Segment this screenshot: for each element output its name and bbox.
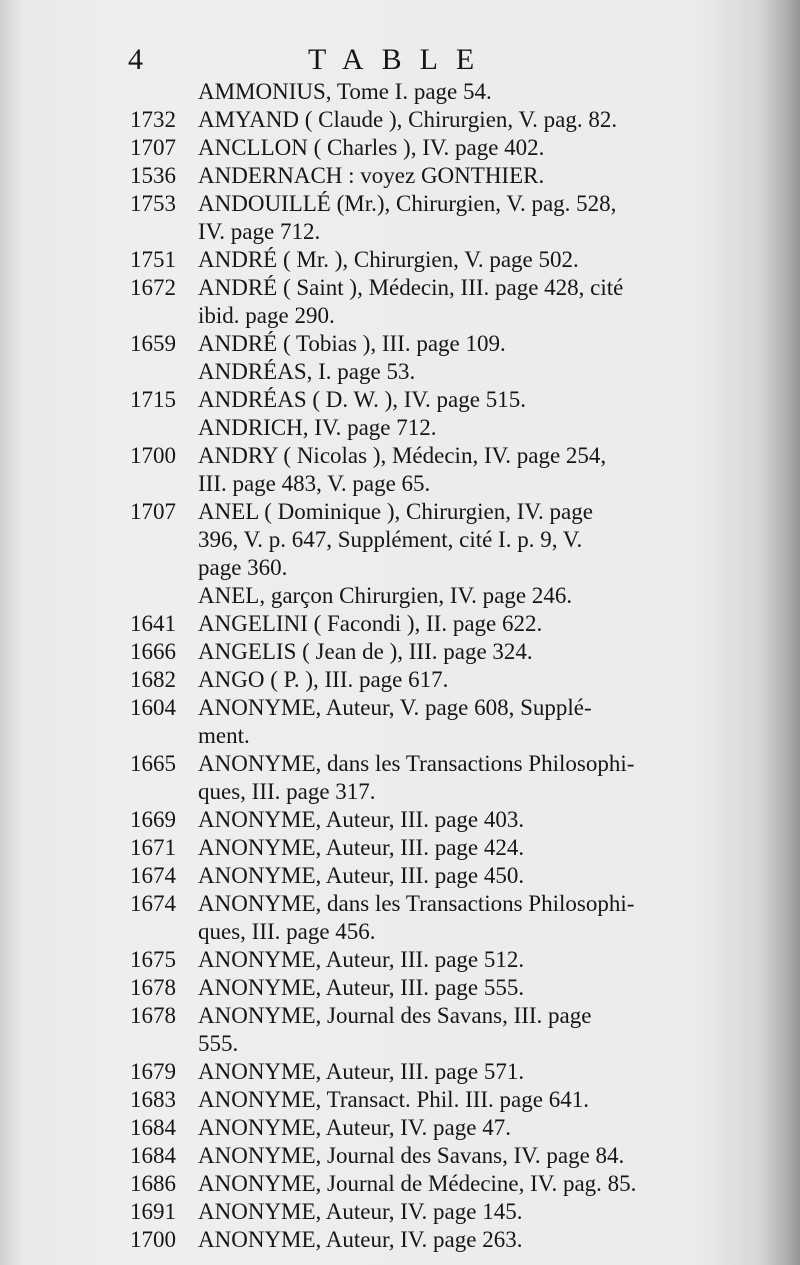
index-entry — [130, 834, 770, 862]
entry-year: 1683 — [130, 1087, 176, 1112]
entry-text: AMYAND ( Claude ), Chirurgien, V. pag. 82. — [198, 107, 618, 132]
index-entry — [130, 1198, 770, 1226]
entry-year: 1641 — [130, 611, 176, 636]
entry-text: ANONYME, dans les Transactions Philosophi- — [198, 751, 635, 776]
entry-year: 1678 — [130, 1003, 176, 1028]
index-entry — [130, 638, 770, 666]
entry-year: 1684 — [130, 1143, 176, 1168]
running-title: TABLE — [308, 43, 493, 76]
entry-year: 1672 — [130, 275, 176, 300]
index-entry — [130, 666, 770, 694]
index-entry — [130, 414, 770, 442]
entry-year: 1682 — [130, 667, 176, 692]
index-entry — [130, 358, 770, 386]
index-entry — [130, 78, 770, 106]
index-entry — [130, 1170, 770, 1198]
index-entry — [130, 862, 770, 890]
entry-text: ANONYME, Journal des Savans, III. page — [198, 1003, 592, 1028]
index-entry — [130, 946, 770, 974]
index-entry — [130, 330, 770, 358]
index-entry — [130, 442, 770, 498]
entry-year: 1679 — [130, 1059, 176, 1084]
entry-continuation: ques, III. page 317. — [198, 779, 376, 804]
index-entry — [130, 582, 770, 610]
entry-year: 1536 — [130, 163, 176, 188]
entry-text: ANDRÉ ( Mr. ), Chirurgien, V. page 502. — [198, 247, 579, 272]
entry-text: ANONYME, Auteur, IV. page 47. — [198, 1115, 511, 1140]
entry-year: 1674 — [130, 863, 176, 888]
page-header — [128, 40, 768, 80]
index-entry — [130, 1086, 770, 1114]
entry-continuation: ment. — [198, 723, 250, 748]
entry-year: 1751 — [130, 247, 176, 272]
entry-text: ANONYME, Transact. Phil. III. page 641. — [198, 1087, 589, 1112]
index-entry — [130, 890, 770, 946]
index-entry — [130, 750, 770, 806]
entry-text: ANDRÉ ( Saint ), Médecin, III. page 428, cité — [198, 275, 624, 300]
index-entry — [130, 1002, 770, 1058]
entry-year: 1707 — [130, 135, 176, 160]
entry-year: 1732 — [130, 107, 176, 132]
entry-year: 1715 — [130, 387, 176, 412]
entry-year: 1691 — [130, 1199, 176, 1224]
index-entry — [130, 498, 770, 582]
entry-continuation: 555. — [198, 1031, 239, 1056]
entry-year: 1666 — [130, 639, 176, 664]
page-number: 4 — [128, 43, 143, 76]
entry-continuation: III. page 483, V. page 65. — [198, 471, 431, 496]
entry-text: ANONYME, Auteur, III. page 512. — [198, 947, 525, 972]
entry-year: 1671 — [130, 835, 176, 860]
index-entry — [130, 694, 770, 750]
entry-year: 1700 — [130, 443, 176, 468]
entry-text: ANONYME, Auteur, V. page 608, Supplé- — [198, 695, 592, 720]
entry-text: ANONYME, Journal des Savans, IV. page 84. — [198, 1143, 625, 1168]
entry-year: 1604 — [130, 695, 176, 720]
entry-text: ANDRÉ ( Tobias ), III. page 109. — [198, 331, 506, 356]
entry-text: ANGELIS ( Jean de ), III. page 324. — [198, 639, 533, 664]
entry-text: ANONYME, Auteur, IV. page 263. — [198, 1227, 523, 1252]
index-entry — [130, 274, 770, 330]
index-entry — [130, 1058, 770, 1086]
index-entry — [130, 106, 770, 134]
index-entry — [130, 1226, 770, 1254]
entry-text: ANDRÉAS, I. page 53. — [198, 359, 416, 384]
index-entry — [130, 610, 770, 638]
index-entry — [130, 974, 770, 1002]
entry-text: ANONYME, Auteur, III. page 403. — [198, 807, 525, 832]
entry-text: AMMONIUS, Tome I. page 54. — [198, 79, 492, 104]
entry-year: 1753 — [130, 191, 176, 216]
index-entry — [130, 190, 770, 246]
entry-year: 1675 — [130, 947, 176, 972]
entry-year: 1700 — [130, 1227, 176, 1252]
index-entry — [130, 162, 770, 190]
index-entry — [130, 1114, 770, 1142]
entry-year: 1665 — [130, 751, 176, 776]
entry-continuation: ibid. page 290. — [198, 303, 335, 328]
entry-year: 1659 — [130, 331, 176, 356]
entry-text: ANONYME, Auteur, III. page 424. — [198, 835, 525, 860]
entry-text: ANONYME, dans les Transactions Philosophi- — [198, 891, 635, 916]
index-entry — [130, 1142, 770, 1170]
entry-year: 1669 — [130, 807, 176, 832]
entry-text: ANCLLON ( Charles ), IV. page 402. — [198, 135, 545, 160]
index-entry — [130, 386, 770, 414]
entry-text: ANONYME, Auteur, III. page 450. — [198, 863, 525, 888]
entry-text: ANDRICH, IV. page 712. — [198, 415, 437, 440]
entry-text: ANONYME, Journal de Médecine, IV. pag. 85. — [198, 1171, 637, 1196]
entry-text: ANONYME, Auteur, III. page 571. — [198, 1059, 525, 1084]
entry-text: ANDRÉAS ( D. W. ), IV. page 515. — [198, 387, 526, 412]
entry-continuation: 396, V. p. 647, Supplément, cité I. p. 9, V. — [198, 527, 583, 552]
entry-continuation: ques, III. page 456. — [198, 919, 376, 944]
entry-text: ANDERNACH : voyez GONTHIER. — [198, 163, 545, 188]
entry-year: 1686 — [130, 1171, 176, 1196]
entry-year: 1684 — [130, 1115, 176, 1140]
index-entry — [130, 134, 770, 162]
entry-text: ANONYME, Auteur, III. page 555. — [198, 975, 525, 1000]
entry-text: ANEL ( Dominique ), Chirurgien, IV. page — [198, 499, 593, 524]
entry-text: ANDOUILLÉ (Mr.), Chirurgien, V. pag. 528, — [198, 191, 617, 216]
entry-year: 1678 — [130, 975, 176, 1000]
entry-continuation: page 360. — [198, 555, 288, 580]
entry-text: ANEL, garçon Chirurgien, IV. page 246. — [198, 583, 573, 608]
index-entry — [130, 806, 770, 834]
index-entry — [130, 246, 770, 274]
entry-text: ANGO ( P. ), III. page 617. — [198, 667, 449, 692]
entry-year: 1674 — [130, 891, 176, 916]
entry-text: ANDRY ( Nicolas ), Médecin, IV. page 254, — [198, 443, 607, 468]
entry-continuation: IV. page 712. — [198, 219, 321, 244]
entry-year: 1707 — [130, 499, 176, 524]
index-entries — [130, 78, 770, 1254]
entry-text: ANGELINI ( Facondi ), II. page 622. — [198, 611, 543, 636]
entry-text: ANONYME, Auteur, IV. page 145. — [198, 1199, 523, 1224]
